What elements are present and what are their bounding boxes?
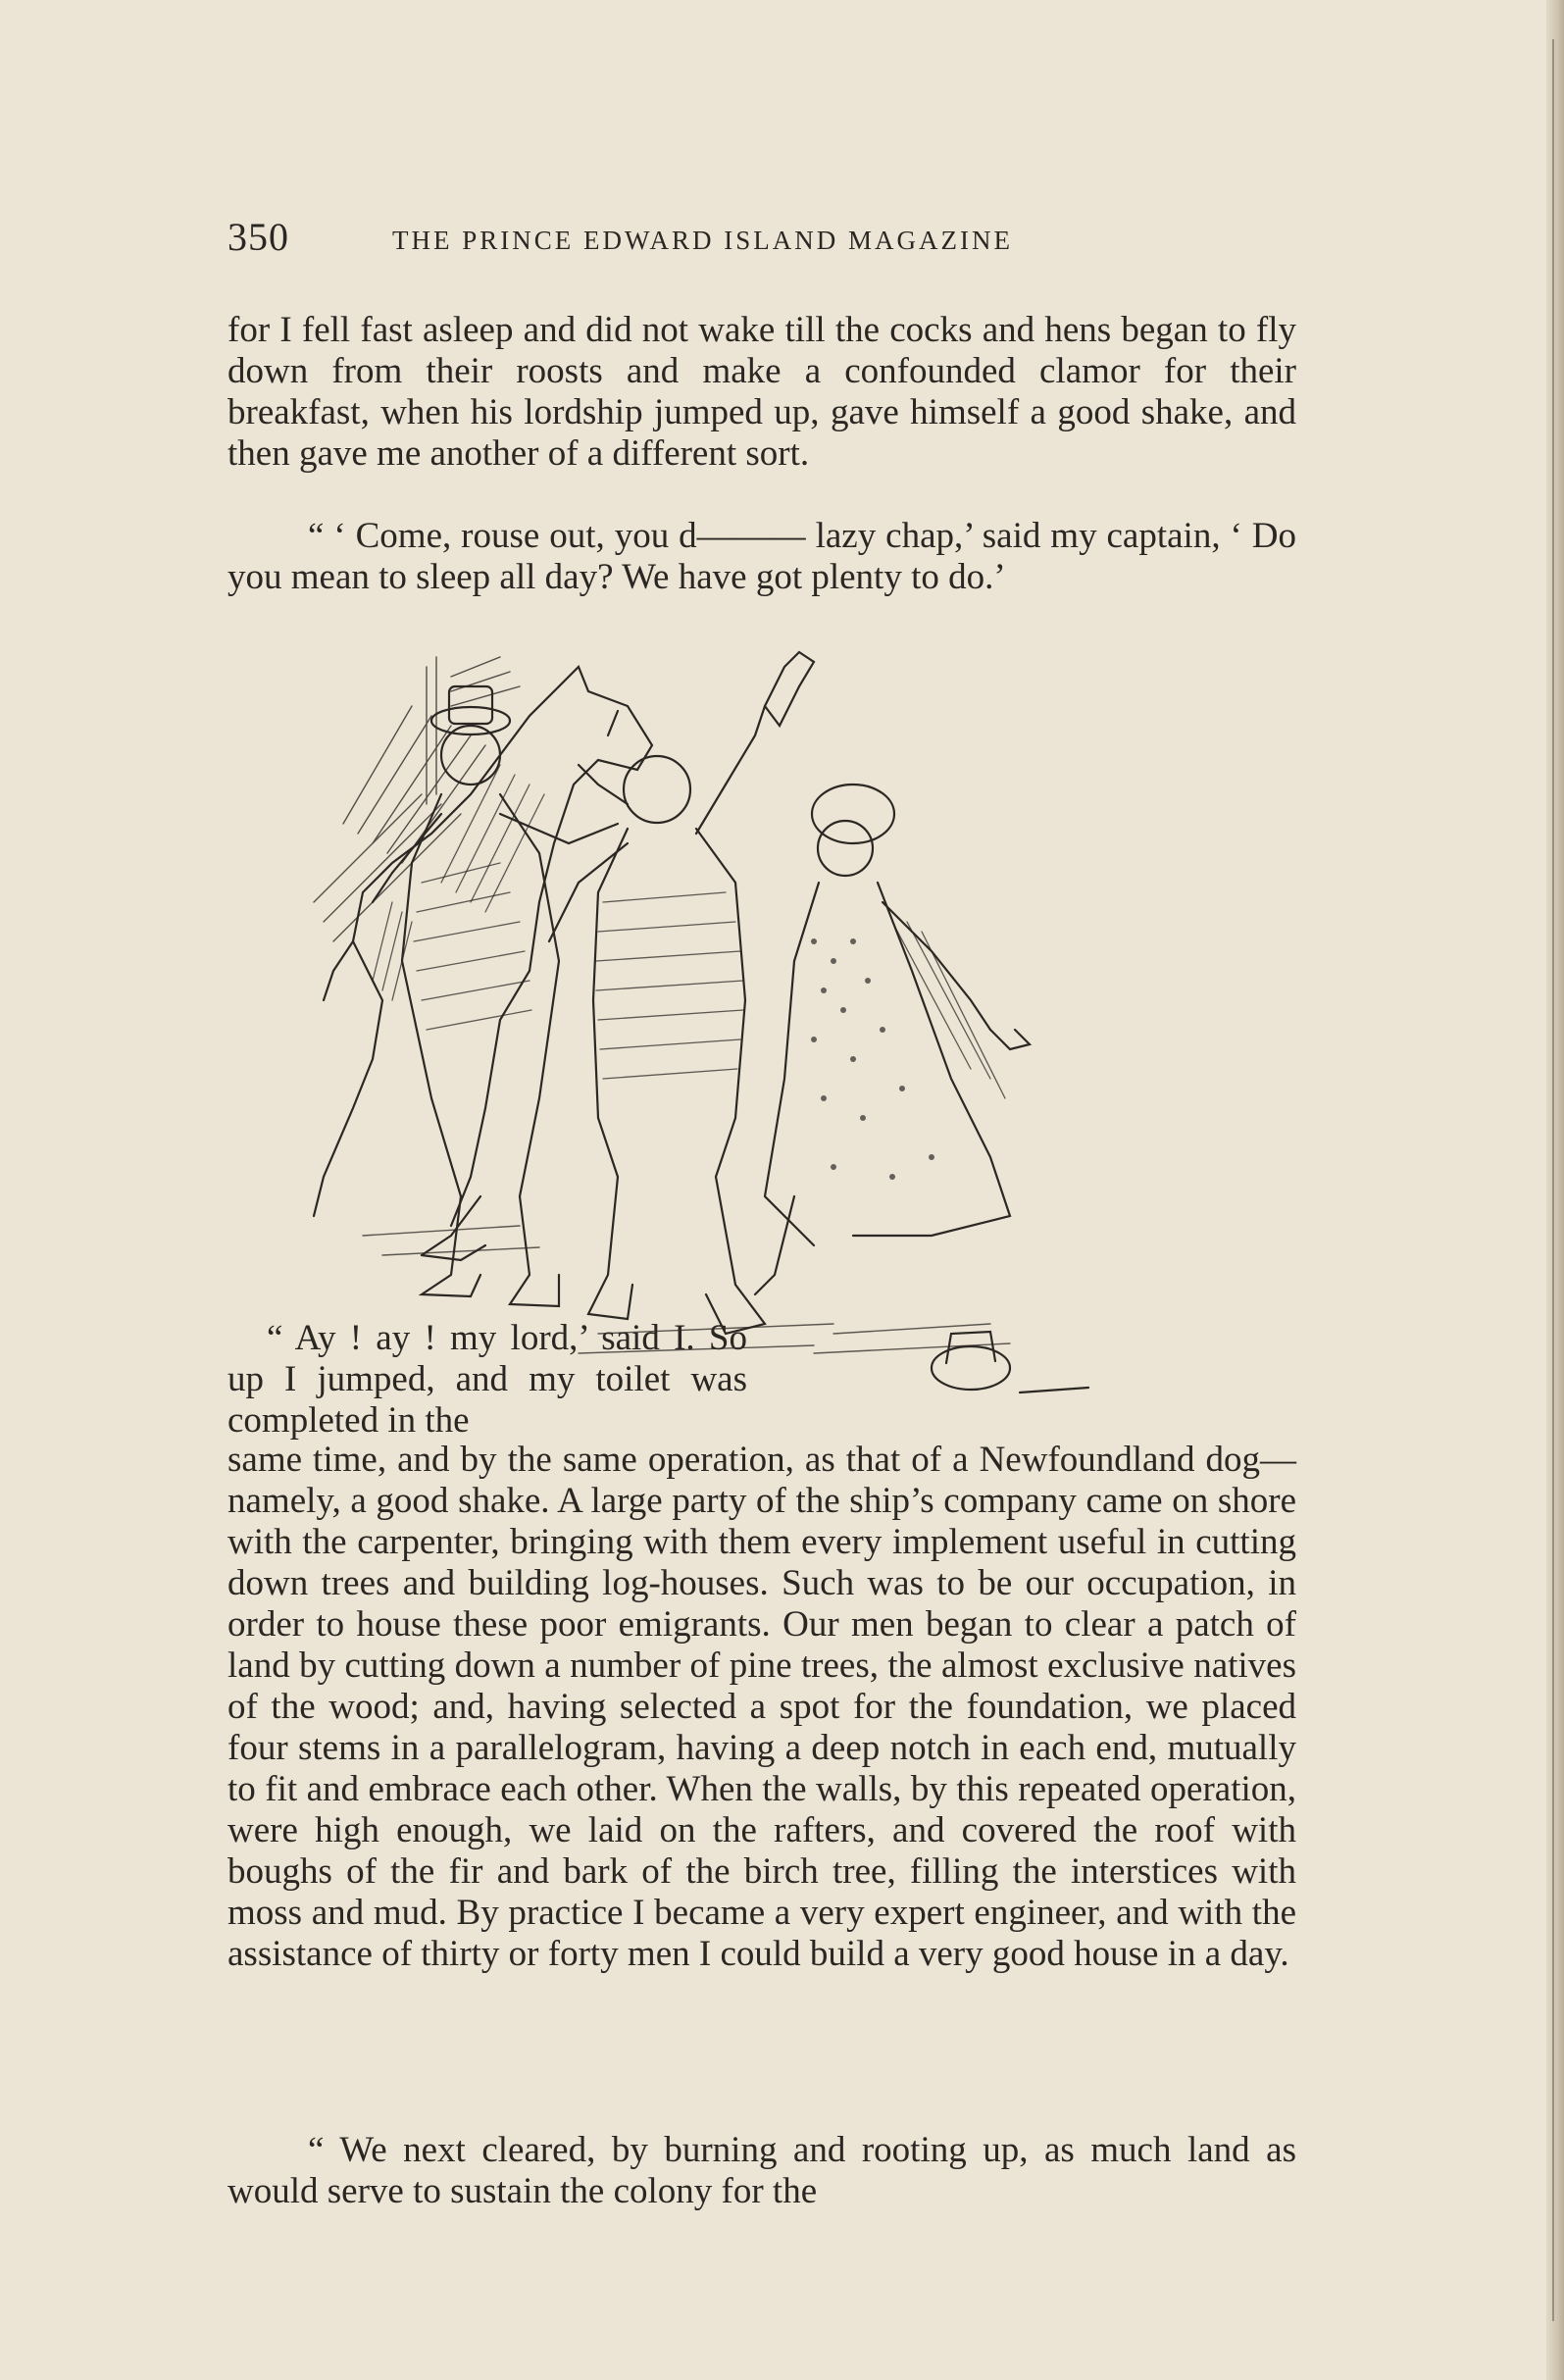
paragraph-4	[227, 2130, 1296, 2212]
paragraph-text: “ ‘ Come, rouse out, you d——— lazy chap,’ said my captain, ‘ Do you mean to sleep all day? We have got plenty to do.’	[227, 516, 1296, 597]
paragraph-1	[227, 310, 1296, 475]
paragraph-3-start	[227, 1318, 747, 1442]
woman-figure	[755, 785, 1030, 1294]
fallen-hat	[932, 1332, 1088, 1393]
paragraph-text: same time, and by the same operation, as that of a Newfoundland dog—namely, a good shake. A large party of the ship’s company came on shore with the carpenter, bringing with them every implement useful in cutting down trees and building log-houses. Such was to be our occupation, in order to house these poor emigrants. Our men began to clear a patch of land by cutting down a number of pine trees, the almost exclusive natives of the wood; and, having selected a spot for the foundation, we placed four stems in a parallelogram, having a deep notch in each end, mutually to fit and embrace each other. When the walls, by this repeated operation, were high enough, we laid on the rafters, and covered the roof with boughs of the fir and bark of the birch tree, filling the interstices with moss and mud. By practice I became a very expert engineer, and with the assistance of thirty or forty men I could build a very good house in a day.	[227, 1440, 1296, 1974]
running-title: THE PRINCE EDWARD ISLAND MAGAZINE	[392, 226, 1013, 255]
man-with-hat-figure	[373, 686, 618, 1306]
page-number: 350	[227, 215, 289, 259]
background-hatching	[314, 657, 520, 941]
paragraph-text: “ We next cleared, by burning and rooting up, as much land as would serve to sustain the colony for the	[227, 2130, 1296, 2211]
paragraph-2	[227, 516, 1296, 598]
paragraph-text: “ Ay ! ay ! my lord,’ said I. So up I jumped, and my toilet was completed in the	[227, 1318, 747, 1441]
horse-figure	[314, 667, 652, 1260]
man-with-bottle-figure	[549, 652, 814, 1334]
paragraph-text: for I fell fast asleep and did not wake till the cocks and hens began to fly down from their roosts and make a confounded clamor for their breakfast, when his lordship jumped up, gave himself a good shake, and then gave me another of a different sort.	[227, 310, 1296, 474]
page-edge	[1546, 0, 1564, 2380]
paragraph-3	[227, 1440, 1296, 1975]
